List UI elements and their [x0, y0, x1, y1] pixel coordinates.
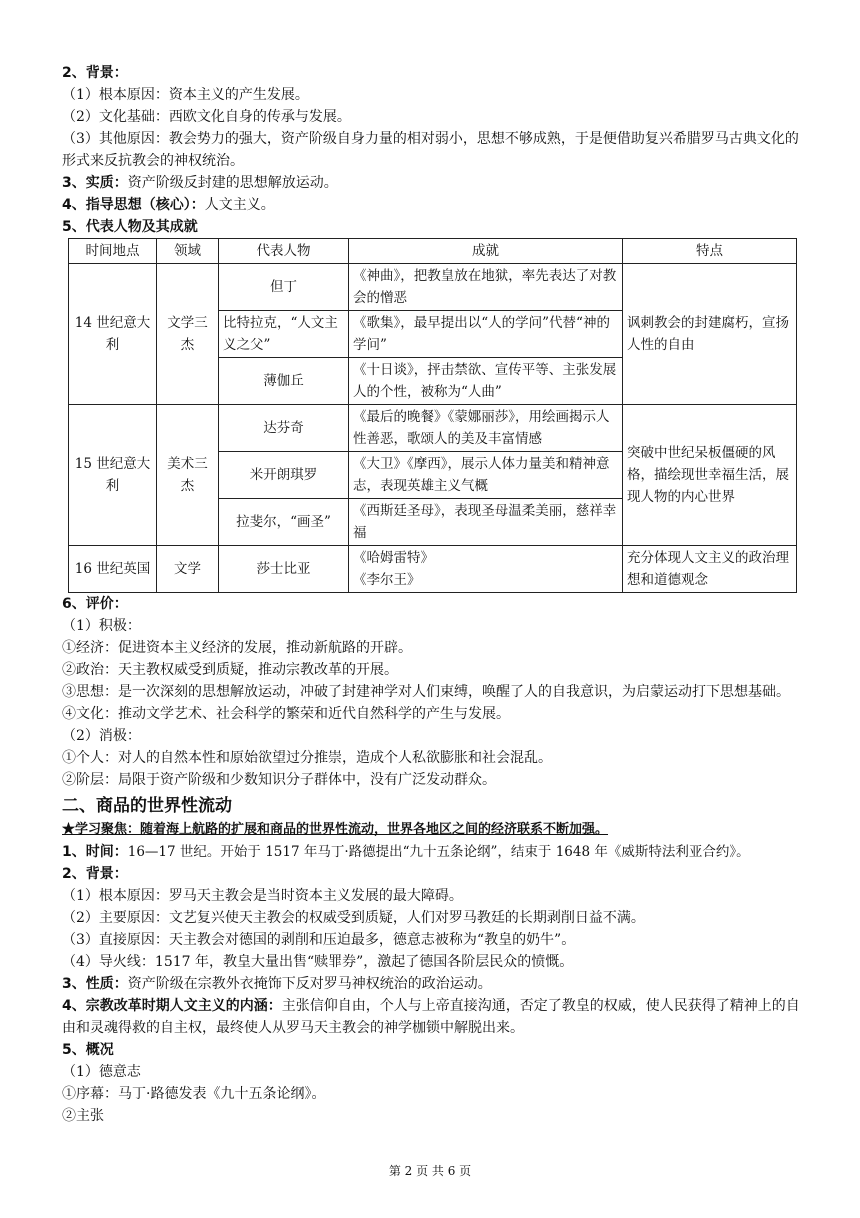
table-row	[69, 264, 797, 311]
positive-item: ①经济：促进资本主义经济的发展，推动新航路的开辟。	[62, 640, 412, 656]
negative-item: ②阶层：局限于资产阶级和少数知识分子群体中，没有广泛发动群众。	[62, 772, 496, 788]
overview-item: （1）德意志	[62, 1064, 141, 1080]
nature-text: 资产阶级在宗教外衣掩饰下反对罗马神权统治的政治运动。	[127, 976, 492, 992]
feature-cell: 突破中世纪呆板僵硬的风格，描绘现世幸福生活，展现人物的内心世界	[623, 405, 797, 546]
guide-heading: 4、指导思想（核心）：	[62, 197, 205, 213]
nature-line	[62, 172, 806, 194]
field-cell: 文学	[157, 546, 219, 593]
overview-item: ①序幕：马丁·路德发表《九十五条论纲》。	[62, 1086, 326, 1102]
overview-item: ②主张	[62, 1108, 104, 1124]
section1-background-heading: 2、背景：	[62, 65, 128, 81]
guide-line	[62, 194, 806, 216]
humanism-text: 主张信仰自由，个人与上帝直接沟通，否定了教皇的权威，使人民获得了精神上的自由和灵魂得救的自主权，最终使人从罗马天主教会的神学枷锁中解脱出来。	[62, 998, 800, 1036]
field-cell: 美术三杰	[157, 405, 219, 546]
humanism-heading: 4、宗教改革时期人文主义的内涵：	[62, 998, 282, 1014]
time-text: 16—17 世纪。开始于 1517 年马丁·路德提出“九十五条论纲”，结束于 1648 年《威斯特法利亚合约》。	[127, 844, 750, 860]
negative-heading: （2）消极：	[62, 728, 141, 744]
achievement-cell: 《神曲》，把教皇放在地狱，率先表达了对教会的憎恶	[349, 264, 623, 311]
table-row	[69, 546, 797, 593]
negative-item: ①个人：对人的自然本性和原始欲望过分推崇，造成个人私欲膨胀和社会混乱。	[62, 750, 552, 766]
background-item: （2）文化基础：西欧文化自身的传承与发展。	[62, 109, 351, 125]
section2-background-heading: 2、背景：	[62, 866, 128, 882]
section2-title: 二、商品的世界性流动	[62, 796, 232, 816]
achievement-cell: 《大卫》《摩西》，展示人体力量美和精神意志，表现英雄主义气概	[349, 452, 623, 499]
nature-text: 资产阶级反封建的思想解放运动。	[127, 175, 338, 191]
header-place: 时间地点	[69, 239, 157, 264]
feature-cell: 讽刺教会的封建腐朽，宣扬人性的自由	[623, 264, 797, 405]
person-cell: 莎士比亚	[219, 546, 349, 593]
header-feature: 特点	[623, 239, 797, 264]
representatives-table	[68, 238, 797, 593]
achievement-cell: 《十日谈》，抨击禁欲、宣传平等、主张发展人的个性，被称为“人曲”	[349, 358, 623, 405]
page-footer: 第 2 页 共 6 页	[388, 1164, 472, 1178]
time-heading: 1、时间：	[62, 844, 128, 860]
header-person: 代表人物	[219, 239, 349, 264]
humanism-paragraph	[62, 995, 806, 1039]
positive-item: ③思想：是一次深刻的思想解放运动，冲破了封建神学对人们束缚，唤醒了人的自我意识，为启蒙运动打下思想基础。	[62, 684, 790, 700]
person-cell: 达芬奇	[219, 405, 349, 452]
positive-item: ②政治：天主教权威受到质疑，推动宗教改革的开展。	[62, 662, 398, 678]
header-achievement: 成就	[349, 239, 623, 264]
background-item: （4）导火线：1517 年，教皇大量出售“赎罪券”，激起了德国各阶层民众的愤慨。	[62, 954, 574, 970]
nature-line	[62, 973, 806, 995]
person-cell: 米开朗琪罗	[219, 452, 349, 499]
person-cell: 但丁	[219, 264, 349, 311]
field-cell: 文学三杰	[157, 264, 219, 405]
feature-cell: 充分体现人文主义的政治理想和道德观念	[623, 546, 797, 593]
background-item: （3）其他原因：教会势力的强大，资产阶级自身力量的相对弱小，思想不够成熟，于是便借助复兴希腊罗马古典文化的形式来反抗教会的神权统治。	[62, 131, 799, 169]
achievement-cell: 《哈姆雷特》 《李尔王》	[349, 546, 623, 593]
place-cell: 16 世纪英国	[69, 546, 157, 593]
background-item: （3）直接原因：天主教会对德国的剥削和压迫最多，德意志被称为“教皇的奶牛”。	[62, 932, 576, 948]
background-item: （2）主要原因：文艺复兴使天主教会的权威受到质疑，人们对罗马教廷的长期剥削日益不满。	[62, 910, 645, 926]
table-row	[69, 405, 797, 452]
nature-heading: 3、实质：	[62, 175, 128, 191]
evaluation-heading: 6、评价：	[62, 596, 128, 612]
header-field: 领域	[157, 239, 219, 264]
achievement-cell: 《最后的晚餐》《蒙娜丽莎》，用绘画揭示人性善恶，歌颂人的美及丰富情感	[349, 405, 623, 452]
person-cell: 拉斐尔，“画圣”	[219, 499, 349, 546]
positive-heading: （1）积极：	[62, 618, 141, 634]
achievement-cell: 《西斯廷圣母》，表现圣母温柔美丽，慈祥幸福	[349, 499, 623, 546]
guide-text: 人文主义。	[204, 197, 275, 213]
learning-focus: ★学习聚焦：随着海上航路的扩展和商品的世界性流动，世界各地区之间的经济联系不断加强。	[62, 822, 609, 837]
table-header-row	[69, 239, 797, 264]
overview-heading: 5、概况	[62, 1042, 114, 1058]
place-cell: 15 世纪意大利	[69, 405, 157, 546]
table-heading: 5、代表人物及其成就	[62, 219, 198, 235]
page-content	[62, 62, 806, 1127]
time-line	[62, 841, 806, 863]
nature-heading: 3、性质：	[62, 976, 128, 992]
person-cell: 薄伽丘	[219, 358, 349, 405]
positive-item: ④文化：推动文学艺术、社会科学的繁荣和近代自然科学的产生与发展。	[62, 706, 510, 722]
place-cell: 14 世纪意大利	[69, 264, 157, 405]
background-item: （1）根本原因：资本主义的产生发展。	[62, 87, 309, 103]
achievement-cell: 《歌集》，最早提出以“人的学问”代替“神的学问”	[349, 311, 623, 358]
background-item: （1）根本原因：罗马天主教会是当时资本主义发展的最大障碍。	[62, 888, 463, 904]
person-cell: 比特拉克，“人文主义之父”	[219, 311, 349, 358]
